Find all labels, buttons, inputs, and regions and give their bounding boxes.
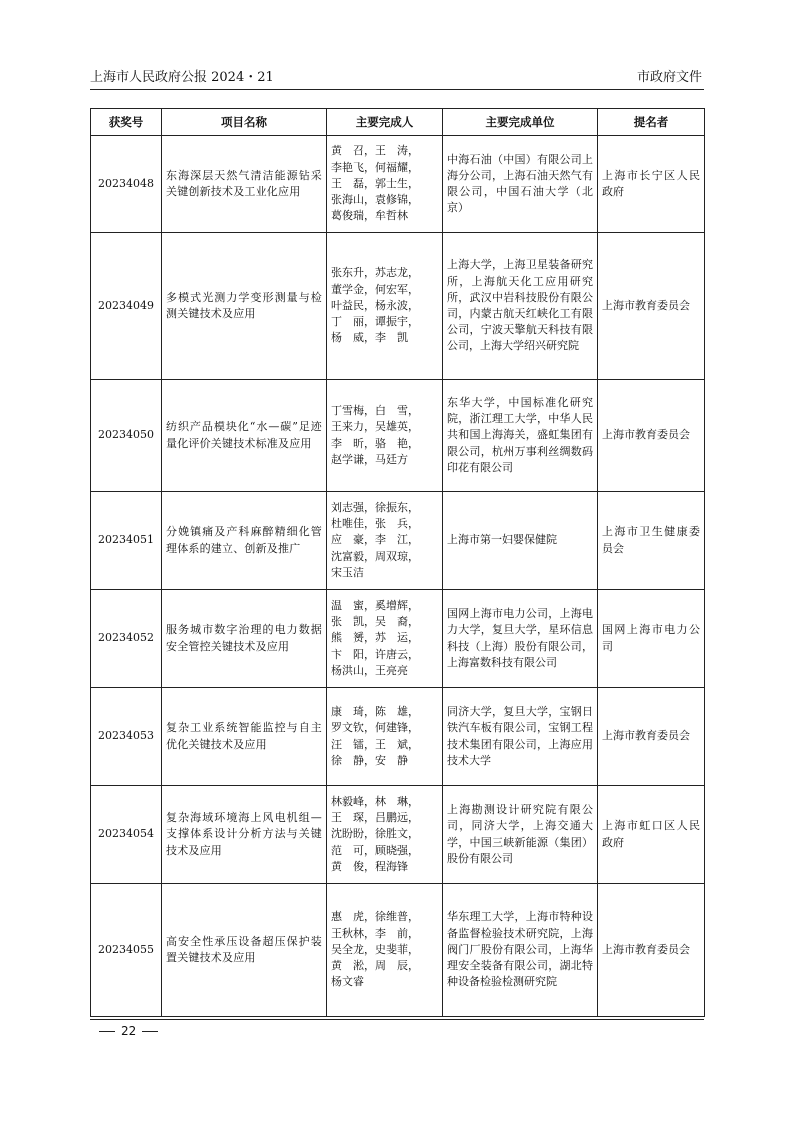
award-number: 20234052: [91, 590, 162, 688]
nominator: 上海市教育委员会: [598, 233, 705, 380]
nominator: 上海市长宁区人民政府: [598, 136, 705, 233]
contributor-line: 宋玉洁: [331, 565, 364, 579]
table-row: [91, 590, 705, 688]
page-header: [90, 66, 702, 86]
main-units: 国网上海市电力公司，上海电力大学，复旦大学，星环信息科技（上海）股份有限公司，上海富数科技有限公司: [443, 590, 598, 688]
contributor-line: 熊 赟，苏 运，: [331, 631, 419, 645]
contributor-line: 李艳飞，何福耀，: [331, 160, 419, 174]
contributor-line: 叶益民，杨永波，: [331, 298, 419, 312]
column-header: 项目名称: [162, 109, 327, 136]
contributor-line: 应 豪，李 江，: [331, 533, 419, 547]
nominator: 国网上海市电力公司: [598, 590, 705, 688]
section-title: 市政府文件: [636, 70, 702, 85]
contributor-line: 黄 召，王 涛，: [331, 144, 419, 158]
project-name: 复杂海域环境海上风电机组—支撑体系设计分析方法与关键技术及应用: [162, 786, 327, 884]
project-name: 东海深层天然气清洁能源钻采关键创新技术及工业化应用: [162, 136, 327, 233]
contributor-line: 张海山，袁修锦，: [331, 193, 419, 207]
table-body: [91, 136, 705, 1017]
project-name: 高安全性承压设备超压保护装置关键技术及应用: [162, 884, 327, 1017]
contributor-line: 王 磊，郭士生，: [331, 176, 419, 190]
dash-left: [99, 1031, 115, 1032]
contributor-line: 董学金，何宏军，: [331, 282, 419, 296]
contributor-line: 张东升，苏志龙，: [331, 266, 419, 280]
header-divider: [90, 89, 704, 90]
nominator: 上海市教育委员会: [598, 380, 705, 492]
contributor-line: 杨洪山，王亮亮: [331, 663, 408, 677]
contributor-line: 刘志强，徐振东，: [331, 500, 419, 514]
award-number: 20234054: [91, 786, 162, 884]
project-name: 复杂工业系统智能监控与自主优化关键技术及应用: [162, 688, 327, 786]
contributor-line: 黄 俊，程海锋: [331, 859, 408, 873]
award-number: 20234049: [91, 233, 162, 380]
bulletin-title: 上海市人民政府公报 2024・21: [90, 70, 274, 85]
main-contributors: [327, 688, 443, 786]
contributor-line: 王秋林，李 前，: [331, 926, 419, 940]
main-contributors: [327, 590, 443, 688]
main-units: 上海大学，上海卫星装备研究所，上海航天化工应用研究所，武汉中岩科技股份有限公司，内蒙古航天红峡化工有限公司，宁波天擎航天科技有限公司，上海大学绍兴研究院: [443, 233, 598, 380]
table-row: [91, 786, 705, 884]
main-contributors: [327, 884, 443, 1017]
nominator: 上海市教育委员会: [598, 884, 705, 1017]
contributor-line: 杜唯佳，张 兵，: [331, 517, 419, 531]
contributor-line: 葛俊瑞，牟哲林: [331, 209, 408, 223]
award-number: 20234055: [91, 884, 162, 1017]
main-contributors: [327, 380, 443, 492]
table-row: [91, 233, 705, 380]
award-number: 20234051: [91, 492, 162, 590]
main-units: 华东理工大学，上海市特种设备监督检验技术研究院，上海阀门厂股份有限公司，上海华理安全装备有限公司，湖北特种设备检验检测研究院: [443, 884, 598, 1017]
contributor-line: 沈富毅，周双琼，: [331, 549, 419, 563]
contributor-line: 沈盼盼，徐胜文，: [331, 827, 419, 841]
page-number: [93, 1024, 164, 1038]
column-header: 提名者: [598, 109, 705, 136]
contributor-line: 赵学谦，马廷方: [331, 452, 408, 466]
column-header: 主要完成单位: [443, 109, 598, 136]
contributor-line: 徐 静，安 静: [331, 753, 408, 767]
main-contributors: [327, 492, 443, 590]
nominator: 上海市虹口区人民政府: [598, 786, 705, 884]
contributor-line: 汪 镭，王 斌，: [331, 737, 419, 751]
contributor-line: 康 琦，陈 雄，: [331, 705, 419, 719]
table-header-row: [91, 109, 705, 136]
table-row: [91, 492, 705, 590]
contributor-line: 杨文睿: [331, 975, 364, 989]
main-units: 东华大学，中国标准化研究院，浙江理工大学，中华人民共和国上海海关，盛虹集团有限公司，杭州万事利丝绸数码印花有限公司: [443, 380, 598, 492]
footer-divider: [90, 1019, 704, 1020]
main-units: 上海市第一妇婴保健院: [443, 492, 598, 590]
table-row: [91, 136, 705, 233]
contributor-line: 惠 虎，徐维普，: [331, 910, 419, 924]
table-row: [91, 884, 705, 1017]
contributor-line: 范 可，顾晓强，: [331, 843, 419, 857]
award-number: 20234053: [91, 688, 162, 786]
nominator: 上海市卫生健康委员会: [598, 492, 705, 590]
project-name: 多模式光测力学变形测量与检测关键技术及应用: [162, 233, 327, 380]
contributor-line: 李 昕，骆 艳，: [331, 436, 419, 450]
contributor-line: 丁雪梅，白 雪，: [331, 404, 419, 418]
project-name: 纺织产品模块化“水—碳”足迹量化评价关键技术标准及应用: [162, 380, 327, 492]
awards-table: [90, 108, 705, 1017]
contributor-line: 卞 阳，许唐云，: [331, 647, 419, 661]
main-contributors: [327, 786, 443, 884]
main-contributors: [327, 233, 443, 380]
main-units: 同济大学，复旦大学，宝钢日铁汽车板有限公司，宝钢工程技术集团有限公司，上海应用技术大学: [443, 688, 598, 786]
award-number: 20234050: [91, 380, 162, 492]
contributor-line: 王来力，吴雄英，: [331, 420, 419, 434]
main-contributors: [327, 136, 443, 233]
contributor-line: 罗文钦，何建锋，: [331, 721, 419, 735]
contributor-line: 吴全龙，史斐菲，: [331, 942, 419, 956]
table-row: [91, 380, 705, 492]
contributor-line: 黄 淞，周 辰，: [331, 959, 419, 973]
nominator: 上海市教育委员会: [598, 688, 705, 786]
table-row: [91, 688, 705, 786]
contributor-line: 温 蜜，奚增辉，: [331, 598, 419, 612]
page-number-text: 22: [121, 1024, 137, 1038]
main-units: 中海石油（中国）有限公司上海分公司，上海石油天然气有限公司，中国石油大学（北京）: [443, 136, 598, 233]
dash-right: [142, 1031, 158, 1032]
contributor-line: 丁 丽，谭振宇，: [331, 315, 419, 329]
project-name: 分娩镇痛及产科麻醉精细化管理体系的建立、创新及推广: [162, 492, 327, 590]
project-name: 服务城市数字治理的电力数据安全管控关键技术及应用: [162, 590, 327, 688]
contributor-line: 张 凯，吴 裔，: [331, 615, 419, 629]
contributor-line: 林毅峰，林 琳，: [331, 794, 419, 808]
contributor-line: 杨 威，李 凯: [331, 331, 408, 345]
column-header: 获奖号: [91, 109, 162, 136]
main-units: 上海勘测设计研究院有限公司，同济大学，上海交通大学，中国三峡新能源（集团）股份有限公司: [443, 786, 598, 884]
contributor-line: 王 琛，吕鹏远，: [331, 811, 419, 825]
column-header: 主要完成人: [327, 109, 443, 136]
award-number: 20234048: [91, 136, 162, 233]
